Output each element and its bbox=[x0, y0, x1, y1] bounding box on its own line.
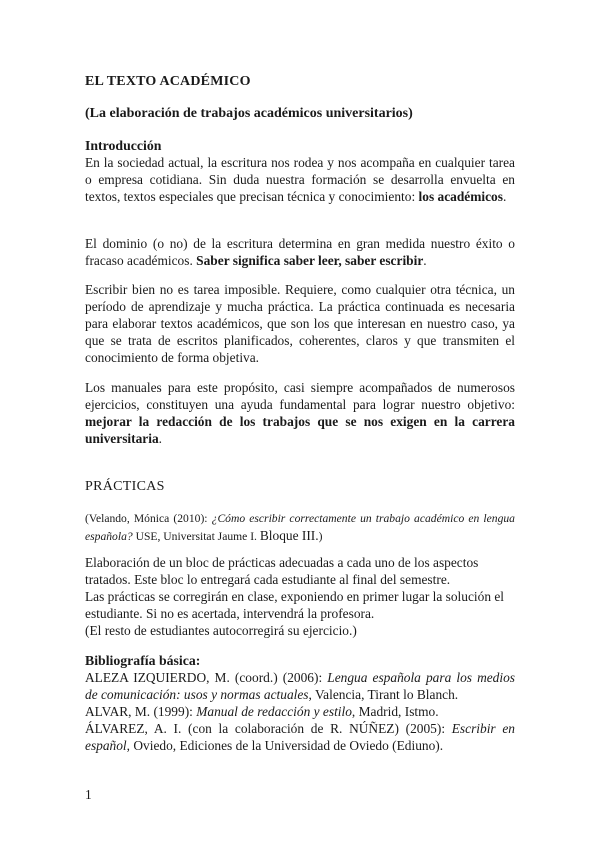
intro-p4-bold: mejorar la redacción de los trabajos que se nos exigen en la carrera universitaria bbox=[85, 414, 515, 446]
bib-entry-2-title: Manual de redacción y estilo bbox=[196, 704, 352, 719]
bibliography-entry bbox=[85, 669, 515, 703]
bibliography-entry bbox=[85, 720, 515, 754]
intro-p4-text: Los manuales para este propósito, casi siempre acompañados de numerosos ejercicios, constituyen una ayuda fundamental para lograr nuestro objetivo: bbox=[85, 380, 515, 412]
document-subtitle: (La elaboración de trabajos académicos universitarios) bbox=[85, 106, 413, 121]
intro-paragraph-1 bbox=[85, 154, 515, 205]
document-title: EL TEXTO ACADÉMICO bbox=[85, 74, 251, 89]
practicas-paragraph-2: Las prácticas se corregirán en clase, exponiendo en primer lugar la solución el estudiante. Si no es acertada, intervendrá la profesora. bbox=[85, 589, 505, 621]
bibliography-heading: Bibliografía básica: bbox=[85, 653, 201, 668]
intro-p1-text: En la sociedad actual, la escritura nos rodea y nos acompaña en cualquier tarea o empresa cotidiana. Sin duda nuestra formación se desarrolla envuelta en textos, textos especiales que precisan técnica y conocimiento: bbox=[85, 155, 515, 204]
ref-title: ¿Cómo escribir correctamente un trabajo académico en lengua española? bbox=[85, 512, 515, 543]
practicas-body bbox=[85, 554, 515, 639]
bib-entry-2-rest: , Madrid, Istmo. bbox=[351, 704, 439, 719]
intro-p1-end: . bbox=[502, 189, 507, 204]
bibliography-section bbox=[85, 652, 515, 754]
bib-entry-3-author: ÁLVAREZ, A. I. (con la colaboración de R. NÚÑEZ) (2005): bbox=[85, 721, 452, 736]
ref-end: ) bbox=[318, 530, 323, 543]
intro-p4-end: . bbox=[158, 431, 163, 446]
intro-heading: Introducción bbox=[85, 138, 162, 153]
bib-entry-3-title: Escribir en español bbox=[85, 721, 515, 753]
ref-mid: USE, Universitat Jaume I. bbox=[132, 530, 260, 543]
intro-paragraph-2 bbox=[85, 235, 515, 269]
bib-entry-3-rest: , Oviedo, Ediciones de la Universidad de Oviedo (Ediuno). bbox=[126, 738, 444, 753]
page-number: 1 bbox=[85, 787, 92, 802]
intro-p2-text: El dominio (o no) de la escritura determina en gran medida nuestro éxito o fracaso académicos. bbox=[85, 236, 515, 268]
practicas-paragraph-1: Elaboración de un bloc de prácticas adecuadas a cada uno de los aspectos tratados. Este bloc lo entregará cada estudiante al final del semestre. bbox=[85, 555, 479, 587]
intro-section bbox=[85, 137, 515, 205]
practicas-heading: PRÁCTICAS bbox=[85, 479, 165, 494]
bib-entry-1-author: ALEZA IZQUIERDO, M. (coord.) (2006): bbox=[85, 670, 328, 685]
ref-block: Bloque III. bbox=[259, 528, 319, 543]
intro-p1-bold: los académicos bbox=[418, 189, 503, 204]
bib-entry-2-author: ALVAR, M. (1999): bbox=[85, 704, 197, 719]
ref-prefix: (Velando, Mónica (2010): bbox=[85, 512, 212, 525]
bib-entry-1-title: Lengua española para los medios de comunicación: usos y normas actuales bbox=[85, 670, 516, 702]
intro-p2-end: . bbox=[423, 253, 427, 268]
intro-paragraph-3: Escribir bien no es tarea imposible. Requiere, como cualquier otra técnica, un período de aprendizaje y mucha práctica. La práctica continuada es necesaria para elaborar textos académicos, que son los que interesan en nuestro caso, ya que se trata de escritos planificados, coherentes, claros y que transmiten el conocimiento de forma objetiva. bbox=[85, 282, 515, 365]
practicas-paragraph-3: (El resto de estudiantes autocorregirá su ejercicio.) bbox=[85, 623, 357, 638]
intro-p2-bold: Saber significa saber leer, saber escribir bbox=[196, 253, 424, 268]
practicas-reference bbox=[85, 510, 515, 545]
bibliography-entry bbox=[85, 703, 515, 720]
intro-paragraph-4 bbox=[85, 379, 515, 447]
bib-entry-1-rest: , Valencia, Tirant lo Blanch. bbox=[308, 687, 459, 702]
